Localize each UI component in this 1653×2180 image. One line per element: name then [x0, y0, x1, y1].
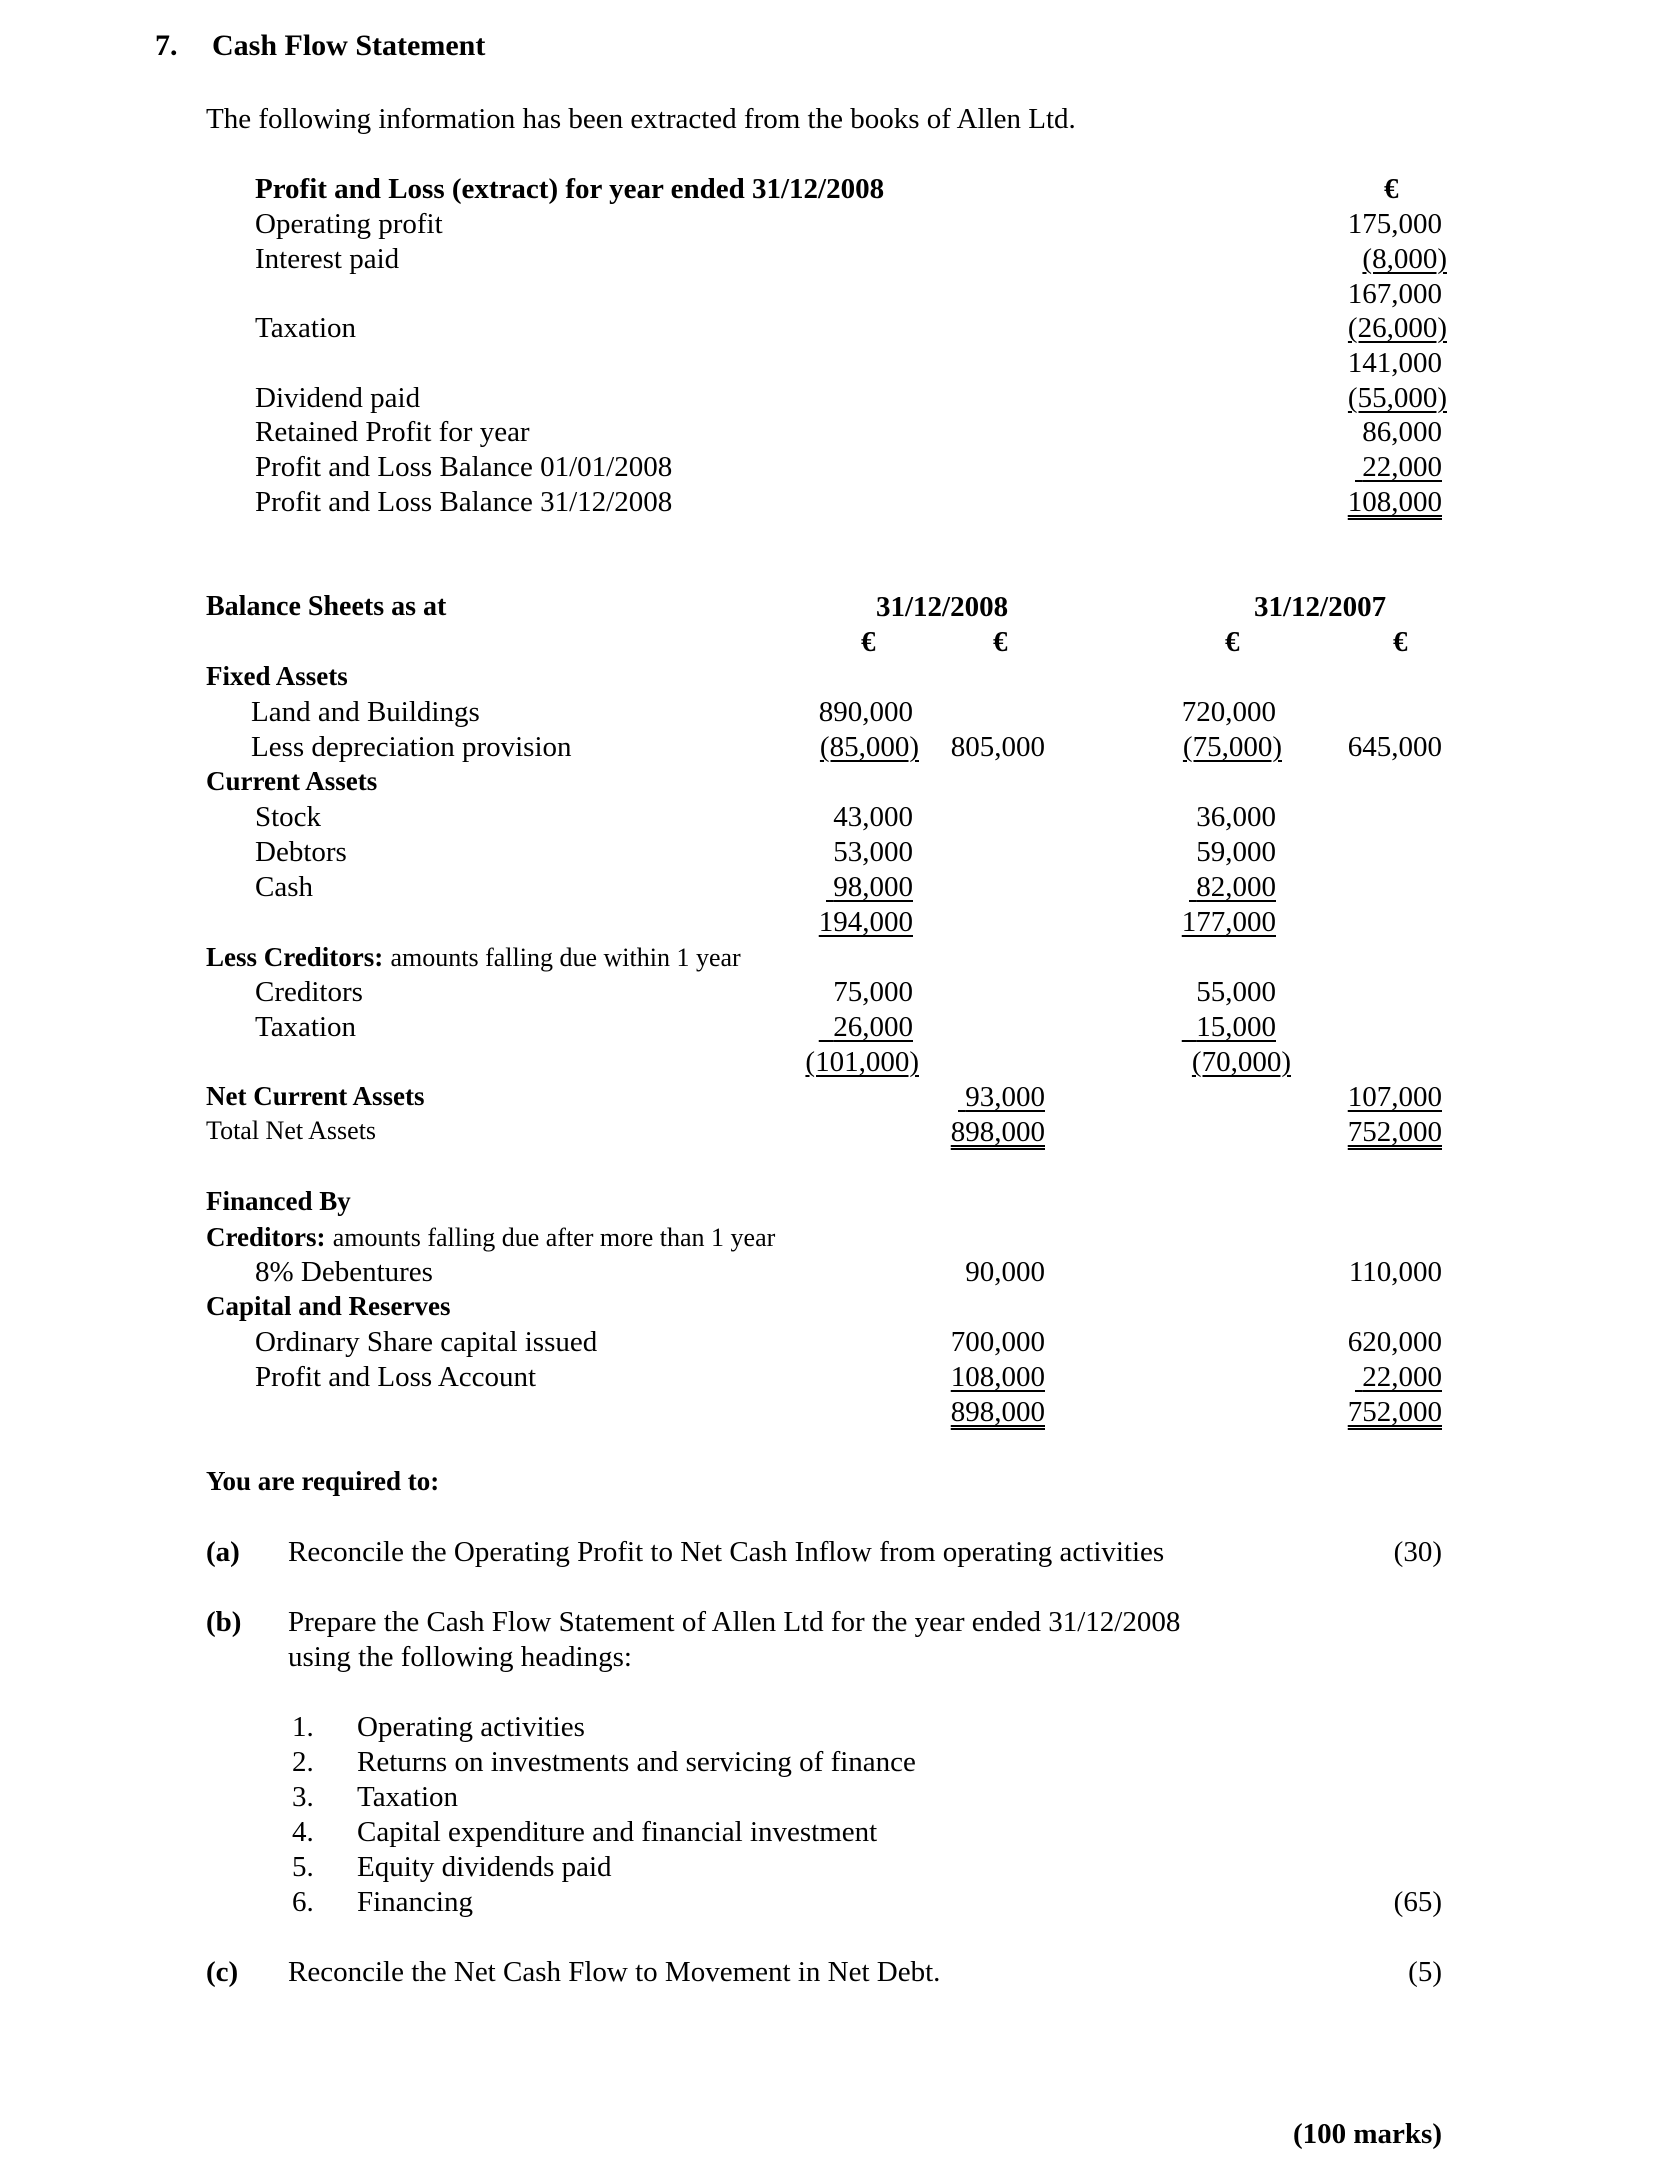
required-heading: You are required to: [206, 1466, 440, 1496]
nbv-2008: 805,000 [950, 731, 1045, 763]
pl-value: (8,000) [1362, 243, 1447, 275]
cap-res-heading: Capital and Reserves [206, 1291, 451, 1321]
dep-2007: (75,000) [1182, 731, 1282, 763]
debentures-2007: 110,000 [1348, 1256, 1442, 1288]
creditors-2008: 75,000 [833, 976, 913, 1008]
question-title: Cash Flow Statement [212, 29, 486, 62]
financed-by-heading: Financed By [206, 1186, 351, 1216]
pl-value: 108,000 [1347, 486, 1442, 518]
dep-label: Less depreciation provision [251, 731, 572, 763]
part-b-text: Prepare the Cash Flow Statement of Allen Ltd for the year ended 31/12/2008 [288, 1606, 1181, 1638]
land-2007: 720,000 [1181, 696, 1276, 728]
stock-label: Stock [255, 801, 322, 833]
tna-label: Total Net Assets [206, 1116, 377, 1145]
bs-heading: Balance Sheets as at [206, 591, 447, 622]
cash-2008: 98,000 [833, 871, 913, 903]
pl-value: 167,000 [1347, 278, 1442, 310]
question-number: 7. [155, 29, 178, 62]
pl-heading: Profit and Loss (extract) for year ended 31/12/2008 [255, 173, 885, 205]
tax-label: Taxation [255, 1011, 357, 1043]
pl-label: Profit and Loss Balance 01/01/2008 [255, 451, 673, 483]
bs-date-2008: 31/12/2008 [876, 591, 1009, 623]
currency-symbol: € [993, 626, 1008, 658]
nca-label: Net Current Assets [206, 1081, 425, 1111]
land-label: Land and Buildings [251, 696, 480, 728]
part-a-label: (a) [206, 1536, 240, 1568]
tna-2008: 898,000 [950, 1116, 1045, 1148]
currency-symbol: € [861, 626, 876, 658]
creditors-label: Creditors [255, 976, 363, 1008]
heading-num: 4. [292, 1816, 314, 1848]
pl-label: Retained Profit for year [255, 416, 530, 448]
creditors-long-heading: Creditors: amounts falling due after more than 1 year [206, 1222, 776, 1252]
heading-num: 1. [292, 1711, 314, 1743]
pl-value: 141,000 [1347, 347, 1442, 379]
debtors-label: Debtors [255, 836, 347, 868]
less-creditors-heading: Less Creditors: amounts falling due within 1 year [206, 942, 741, 972]
fin-total-2007: 752,000 [1347, 1396, 1442, 1428]
part-c-marks: (5) [1408, 1956, 1442, 1988]
pl-value: 175,000 [1347, 208, 1442, 240]
pl-value: 22,000 [1362, 451, 1442, 483]
cl-total-2008: (101,000) [805, 1046, 919, 1078]
land-2008: 890,000 [818, 696, 913, 728]
part-a-marks: (30) [1393, 1536, 1442, 1568]
part-c-label: (c) [206, 1956, 239, 1988]
currency-symbol: € [1393, 626, 1408, 658]
debtors-2008: 53,000 [833, 836, 913, 868]
fin-total-2008: 898,000 [950, 1396, 1045, 1428]
heading-num: 3. [292, 1781, 314, 1813]
intro-text: The following information has been extracted from the books of Allen Ltd. [206, 103, 1076, 135]
heading-text: Capital expenditure and financial investment [357, 1816, 878, 1848]
heading-text: Equity dividends paid [357, 1851, 612, 1883]
part-c-text: Reconcile the Net Cash Flow to Movement in Net Debt. [288, 1956, 941, 1988]
pl-label: Taxation [255, 312, 357, 344]
pl-label: Dividend paid [255, 382, 421, 414]
heading-num: 5. [292, 1851, 314, 1883]
debentures-label: 8% Debentures [255, 1256, 433, 1288]
placc-2008: 108,000 [950, 1361, 1045, 1393]
total-marks: (100 marks) [1292, 2118, 1442, 2150]
currency-symbol: € [1225, 626, 1240, 658]
pl-value: (55,000) [1347, 382, 1447, 414]
stock-2007: 36,000 [1196, 801, 1276, 833]
pl-label: Operating profit [255, 208, 443, 240]
tax-2007: 15,000 [1196, 1011, 1276, 1043]
heading-num: 6. [292, 1886, 314, 1918]
part-b-label: (b) [206, 1606, 242, 1638]
heading-num: 2. [292, 1746, 314, 1778]
pl-label: Interest paid [255, 243, 400, 275]
pl-value: 86,000 [1362, 416, 1442, 448]
share-2008: 700,000 [950, 1326, 1045, 1358]
placc-2007: 22,000 [1362, 1361, 1442, 1393]
heading-text: Taxation [357, 1781, 459, 1813]
tna-2007: 752,000 [1347, 1116, 1442, 1148]
share-2007: 620,000 [1347, 1326, 1442, 1358]
heading-text: Operating activities [357, 1711, 585, 1743]
cash-label: Cash [255, 871, 313, 903]
nca-2007: 107,000 [1347, 1081, 1442, 1113]
bs-date-2007: 31/12/2007 [1254, 591, 1387, 623]
part-a-text: Reconcile the Operating Profit to Net Cash Inflow from operating activities [288, 1536, 1165, 1568]
stock-2008: 43,000 [833, 801, 913, 833]
debtors-2007: 59,000 [1196, 836, 1276, 868]
placc-label: Profit and Loss Account [255, 1361, 537, 1393]
heading-text: Financing [357, 1886, 473, 1918]
part-b-text: using the following headings: [288, 1641, 632, 1673]
creditors-2007: 55,000 [1196, 976, 1276, 1008]
pl-currency: € [1384, 173, 1399, 205]
pl-value: (26,000) [1347, 312, 1447, 344]
pl-label: Profit and Loss Balance 31/12/2008 [255, 486, 673, 518]
dep-2008: (85,000) [819, 731, 919, 763]
heading-text: Returns on investments and servicing of finance [357, 1746, 916, 1778]
part-b-marks: (65) [1393, 1886, 1442, 1918]
share-label: Ordinary Share capital issued [255, 1326, 598, 1358]
nbv-2007: 645,000 [1347, 731, 1442, 763]
cl-total-2007: (70,000) [1191, 1046, 1291, 1078]
fixed-assets-heading: Fixed Assets [206, 661, 348, 691]
ca-total-2007: 177,000 [1181, 906, 1276, 938]
nca-2008: 93,000 [965, 1081, 1045, 1113]
current-assets-heading: Current Assets [206, 766, 378, 796]
ca-total-2008: 194,000 [818, 906, 913, 938]
cash-2007: 82,000 [1196, 871, 1276, 903]
tax-2008: 26,000 [833, 1011, 913, 1043]
debentures-2008: 90,000 [965, 1256, 1045, 1288]
